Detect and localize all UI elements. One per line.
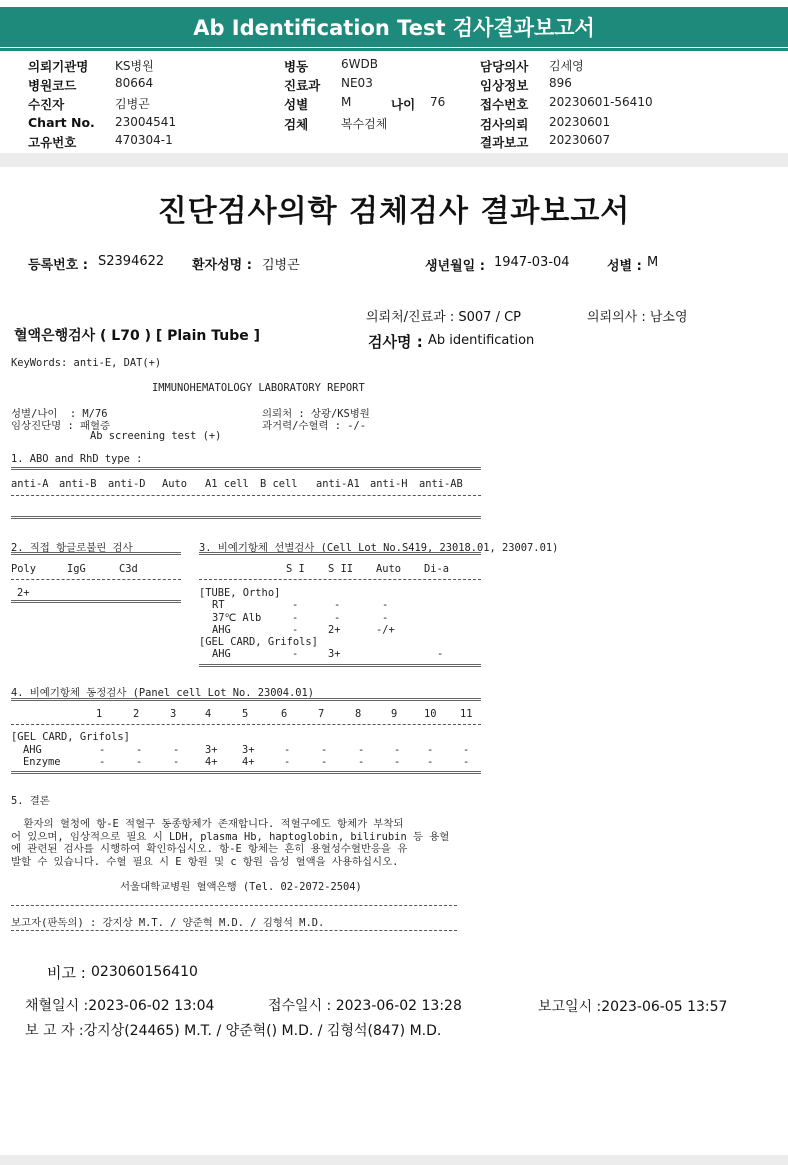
conclusion-line: 발할 수 있습니다. 수혈 필요 시 E 항원 및 c 항원 음성 혈액을 사용하십시오. (11, 856, 399, 868)
section-1-title: 1. ABO and RhD type : (11, 453, 143, 465)
panel-cell: - (136, 744, 143, 756)
hospital-code-label: 병원코드 (28, 78, 77, 93)
report-date-label: 결과보고 (480, 135, 529, 150)
panel-col-header: 8 (355, 708, 362, 720)
note-value: 023060156410 (91, 964, 198, 980)
hospital-value: KS병원 (115, 59, 154, 73)
rule (11, 467, 481, 470)
screen-cell: -/+ (376, 624, 395, 636)
collect-time: 채혈일시 :2023-06-02 13:04 (25, 998, 215, 1014)
section-4-title: 4. 비예기항체 동정검사 (Panel cell Lot No. 23004.01) (11, 687, 315, 699)
section-separator (0, 153, 788, 167)
panel-cell: - (463, 744, 470, 756)
chart-no-value: 23004541 (115, 115, 177, 129)
report-sex-value: M (647, 255, 659, 270)
section-3-title: 3. 비예기항체 선별검사 (Cell Lot No.S419, 23018.01, 23007.01) (199, 542, 559, 554)
panel-cell: - (321, 756, 328, 768)
hospital-contact: 서울대학교병원 혈액은행 (Tel. 02-2072-2504) (120, 881, 362, 893)
clinical-info-value: 896 (549, 76, 572, 90)
panel-cell: - (358, 756, 365, 768)
diagnosis-line: 임상진단명 : 패혈증 (11, 420, 111, 432)
abo-col: A1 cell (205, 478, 249, 490)
request-date-value: 20230601 (549, 115, 611, 129)
abo-col: anti-A1 (316, 478, 360, 490)
rule (11, 698, 481, 701)
dept-label: 진료과 (284, 78, 321, 93)
panel-cell: - (99, 744, 106, 756)
patient-value: 김병곤 (115, 97, 150, 111)
referral-line: 의뢰처 : 상광/KS병원 (262, 408, 370, 420)
report-banner (0, 7, 788, 47)
unique-no-value: 470304-1 (115, 133, 173, 147)
panel-cell: 4+ (242, 756, 255, 768)
gel-label: [GEL CARD, Grifols] (199, 636, 318, 648)
ward-value: 6WDB (341, 57, 378, 71)
screen-col: Auto (376, 563, 402, 575)
panel-col-header: 5 (242, 708, 249, 720)
sex-label: 성별 (284, 97, 309, 112)
screen-row-name: AHG (212, 648, 231, 660)
screen-cell: - (292, 599, 299, 611)
lab-report-title: IMMUNOHEMATOLOGY LABORATORY REPORT (152, 382, 365, 394)
dob-value: 1947-03-04 (494, 255, 570, 270)
test-name-label: 검사명 : (368, 333, 423, 351)
abo-col: B cell (260, 478, 298, 490)
rule (11, 724, 481, 725)
history-line: 과거력/수혈력 : -/- (262, 420, 367, 432)
conclusion-line: 어 있으며, 임상적으로 필요 시 LDH, plasma Hb, haptoglobin, bilirubin 등 용혈 (11, 831, 450, 843)
panel-cell: - (284, 744, 291, 756)
rule (11, 905, 457, 906)
rule (199, 579, 481, 580)
rule (199, 664, 481, 667)
screen-cell: - (437, 648, 444, 660)
panel-cell: 3+ (205, 744, 218, 756)
reg-no-label: 등록번호 : (28, 258, 88, 273)
banner-title: Ab Identification Test 검사결과보고서 (193, 16, 595, 40)
footer-reporters: 보 고 자 :강지상(24465) M.T. / 양준혁() M.D. / 김형석(847) M.D. (25, 1023, 442, 1039)
conclusion-line: 에 관련된 검사를 시행하여 확인하십시오. 항-E 항체는 흔히 용혈성수혈반응을 유 (11, 843, 408, 855)
screen-cell: 2+ (328, 624, 341, 636)
test-group: 혈액은행검사 ( L70 ) [ Plain Tube ] (14, 328, 261, 344)
rule (11, 516, 481, 519)
panel-col-header: 7 (318, 708, 325, 720)
screen-cell: - (292, 612, 299, 624)
rule (11, 930, 457, 931)
screen-col: Di-a (424, 563, 450, 575)
panel-cell: - (463, 756, 470, 768)
patient-name-value: 김병곤 (262, 258, 300, 273)
patient-label: 수진자 (28, 97, 65, 112)
panel-cell: - (427, 756, 434, 768)
rule (11, 600, 181, 603)
patient-name-label: 환자성명 : (192, 258, 252, 273)
panel-cell: - (99, 756, 106, 768)
screen-cell: - (334, 612, 341, 624)
ward-label: 병동 (284, 59, 309, 74)
specimen-value: 복수검체 (341, 117, 388, 131)
screen-row-name: RT (212, 599, 225, 611)
screen-cell: - (382, 612, 389, 624)
hospital-label: 의뢰기관명 (28, 59, 89, 74)
abo-col: anti-H (370, 478, 408, 490)
panel-cell: - (321, 744, 328, 756)
panel-col-header: 4 (205, 708, 212, 720)
chart-no-label: Chart No. (28, 115, 95, 130)
rule (11, 771, 481, 774)
dat-col: Poly (11, 563, 37, 575)
screen-cell: - (292, 648, 299, 660)
physician-label: 담당의사 (480, 59, 529, 74)
abo-col: anti-AB (419, 478, 463, 490)
section-2-title: 2. 직접 항글로불린 검사 (11, 542, 133, 554)
abo-col: anti-D (108, 478, 146, 490)
note-label: 비고 : (47, 964, 86, 982)
dob-label: 생년월일 : (425, 259, 485, 274)
screen-row-name: AHG (212, 624, 231, 636)
panel-cell: - (358, 744, 365, 756)
report-time: 보고일시 :2023-06-05 13:57 (538, 999, 728, 1015)
dat-result: 2+ (17, 587, 30, 599)
screen-col: S II (328, 563, 354, 575)
panel-cell: - (427, 744, 434, 756)
panel-cell: - (173, 756, 180, 768)
panel-cell: 3+ (242, 744, 255, 756)
report-sex-label: 성별 : (607, 259, 642, 274)
specimen-label: 검체 (284, 117, 309, 132)
age-value: 76 (430, 95, 446, 109)
panel-row-name: Enzyme (23, 756, 61, 768)
reporter-line: 보고자(판독의) : 강지상 M.T. / 양준혁 M.D. / 김형석 M.D. (11, 917, 325, 929)
abo-col: Auto (162, 478, 188, 490)
screen-row-name: 37℃ Alb (212, 612, 262, 624)
sex-age-line: 성별/나이 : M/76 (11, 408, 108, 420)
panel-cell: - (173, 744, 180, 756)
rule (11, 552, 181, 555)
panel-col-header: 6 (281, 708, 288, 720)
receive-time: 접수일시 : 2023-06-02 13:28 (268, 998, 462, 1014)
screen-cell: - (292, 624, 299, 636)
conclusion-line: 환자의 혈청에 항-E 적혈구 동종항체가 존재합니다. 적혈구에도 항체가 부착되 (11, 818, 404, 830)
test-name-value: Ab identification (428, 333, 535, 348)
panel-cell: - (394, 744, 401, 756)
section-5-title: 5. 결론 (11, 795, 50, 807)
receipt-no-label: 접수번호 (480, 97, 529, 112)
report-title: 진단검사의학 검체검사 결과보고서 (157, 194, 631, 229)
screen-cell: - (334, 599, 341, 611)
panel-col-header: 9 (391, 708, 398, 720)
abo-col: anti-B (59, 478, 97, 490)
tube-label: [TUBE, Ortho] (199, 587, 281, 599)
screen-cell: 3+ (328, 648, 341, 660)
keywords: KeyWords: anti-E, DAT(+) (11, 357, 162, 369)
receipt-no-value: 20230601-56410 (549, 95, 653, 109)
panel-col-header: 11 (460, 708, 473, 720)
panel-col-header: 10 (424, 708, 437, 720)
report-date-value: 20230607 (549, 133, 611, 147)
panel-gel-label: [GEL CARD, Grifols] (11, 731, 130, 743)
rule (199, 552, 481, 555)
panel-col-header: 2 (133, 708, 140, 720)
clinical-info-label: 임상정보 (480, 78, 529, 93)
age-label: 나이 (391, 97, 416, 112)
reg-no-value: S2394622 (98, 254, 165, 269)
panel-cell: - (394, 756, 401, 768)
panel-col-header: 1 (96, 708, 103, 720)
panel-cell: 4+ (205, 756, 218, 768)
panel-col-header: 3 (170, 708, 177, 720)
sex-value: M (341, 95, 352, 109)
dept-value: NE03 (341, 76, 373, 90)
panel-cell: - (284, 756, 291, 768)
abo-col: anti-A (11, 478, 49, 490)
unique-no-label: 고유번호 (28, 135, 77, 150)
dept-line: 의뢰처/진료과 : S007 / CP (366, 310, 521, 325)
diagnosis-line-2: Ab screening test (+) (90, 430, 222, 442)
panel-row-name: AHG (23, 744, 42, 756)
rule (11, 495, 481, 496)
page-bottom (0, 1155, 788, 1165)
doctor-line: 의뢰의사 : 남소영 (587, 310, 688, 325)
request-date-label: 검사의뢰 (480, 117, 529, 132)
rule (11, 579, 181, 580)
screen-cell: - (382, 599, 389, 611)
hospital-code-value: 80664 (115, 76, 154, 90)
dat-col: IgG (67, 563, 86, 575)
dat-col: C3d (119, 563, 138, 575)
physician-value: 김세영 (549, 59, 584, 73)
screen-col: S I (286, 563, 305, 575)
panel-cell: - (136, 756, 143, 768)
banner-underline (0, 48, 788, 51)
